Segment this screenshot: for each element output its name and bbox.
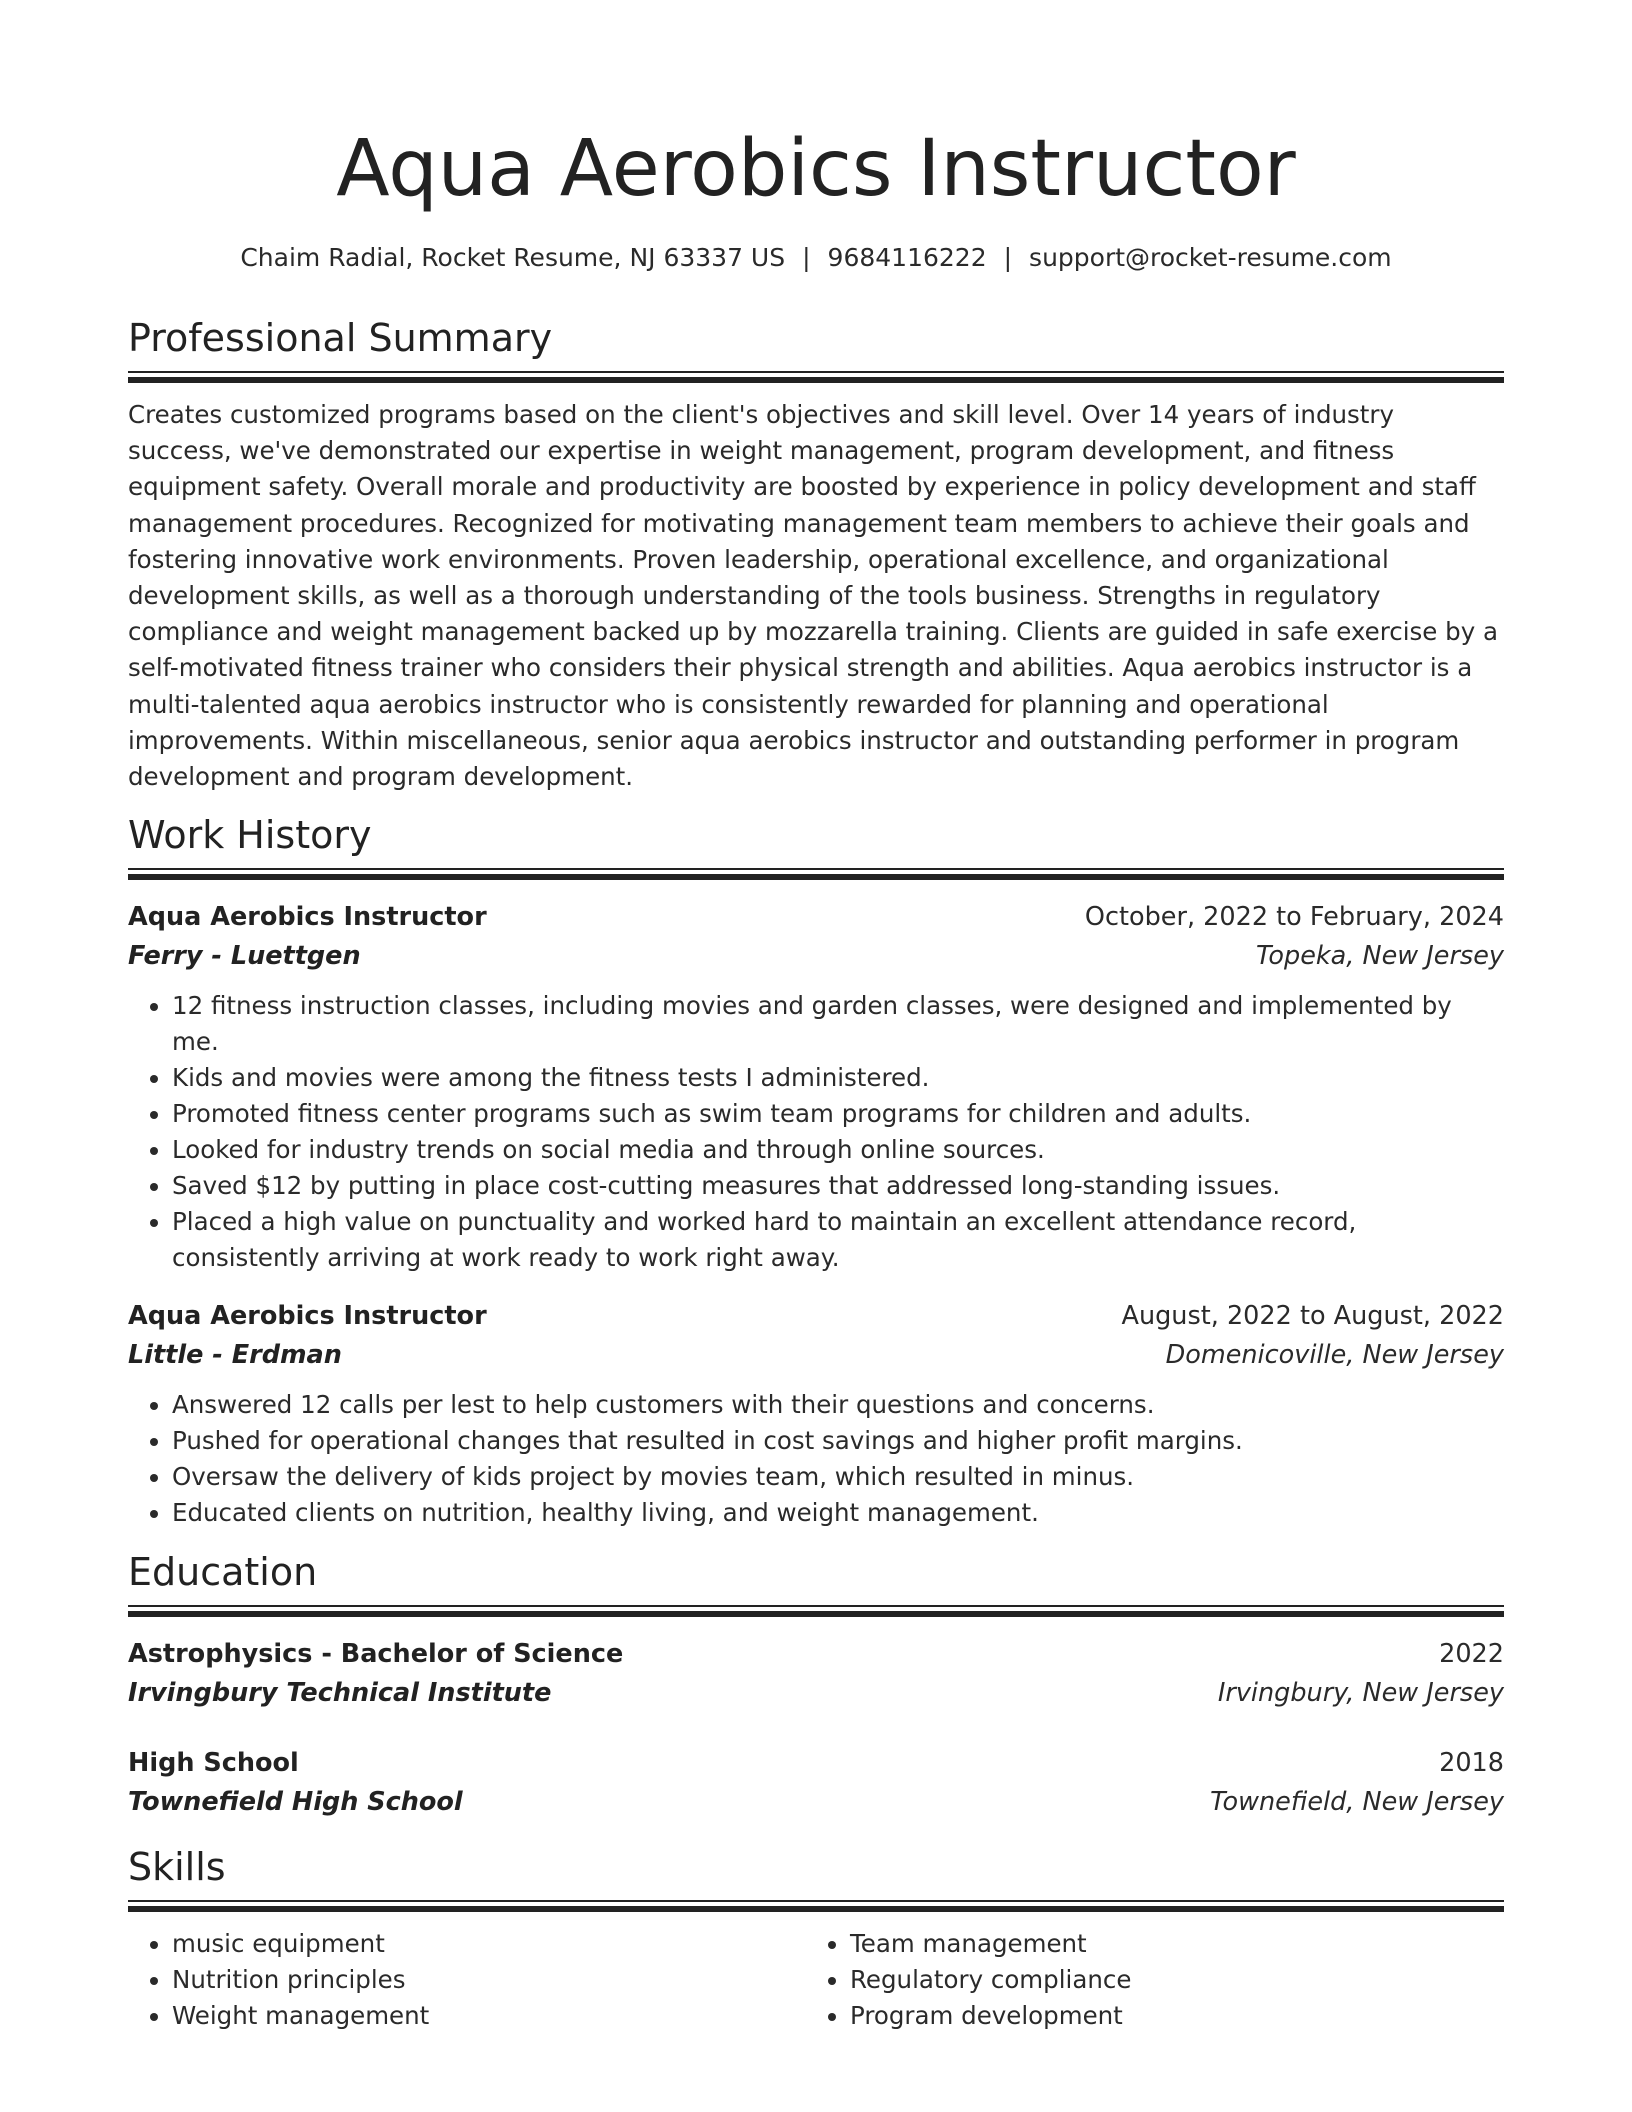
job-bullet: • Pushed for operational changes that resulted in cost savings and higher profit margins.	[172, 1423, 1504, 1459]
job-location: Topeka, New Jersey	[1256, 941, 1504, 972]
education-year: 2022	[1439, 1639, 1504, 1670]
job-bullet: • Placed a high value on punctuality and worked hard to maintain an excellent attendance record, consistently arriving at work ready to work right away.	[172, 1204, 1504, 1276]
education-entry	[128, 1635, 1504, 1713]
resume-page	[128, 0, 1504, 2034]
skills-list	[128, 1926, 1504, 2034]
job-bullet: • Looked for industry trends on social media and through online sources.	[172, 1132, 1504, 1168]
job-company-row	[128, 1336, 1504, 1375]
education-header-row	[128, 1744, 1504, 1783]
education-year: 2018	[1439, 1748, 1504, 1779]
job-bullet: • 12 fitness instruction classes, including movies and garden classes, were designed and implemented by me.	[172, 988, 1504, 1060]
education-degree: Astrophysics - Bachelor of Science	[128, 1639, 624, 1670]
section-divider	[128, 1605, 1504, 1617]
job-header-row	[128, 898, 1504, 937]
skill-item: • Nutrition principles	[172, 1962, 806, 1998]
section-divider	[128, 1900, 1504, 1912]
job-dates: August, 2022 to August, 2022	[1121, 1301, 1504, 1332]
section-divider	[128, 868, 1504, 880]
contact-separator: |	[802, 243, 811, 272]
education-location: Irvingbury, New Jersey	[1217, 1678, 1504, 1709]
education-degree: High School	[128, 1748, 299, 1779]
skill-item: • Weight management	[172, 1998, 806, 2034]
job-entry	[128, 898, 1504, 1276]
job-title: Aqua Aerobics Instructor	[128, 1301, 487, 1332]
contact-line	[128, 240, 1504, 276]
job-bullet: • Answered 12 calls per lest to help customers with their questions and concerns.	[172, 1387, 1504, 1423]
job-company-row	[128, 937, 1504, 976]
job-bullet: • Promoted fitness center programs such as swim team programs for children and adults.	[172, 1096, 1504, 1132]
job-dates: October, 2022 to February, 2024	[1084, 902, 1504, 933]
contact-phone: 9684116222	[827, 243, 987, 272]
job-bullet: • Kids and movies were among the fitness tests I administered.	[172, 1060, 1504, 1096]
education-entry	[128, 1744, 1504, 1822]
skill-item: • Regulatory compliance	[850, 1962, 1484, 1998]
job-company: Little - Erdman	[128, 1340, 342, 1371]
education-location: Townefield, New Jersey	[1210, 1787, 1504, 1818]
job-header-row	[128, 1297, 1504, 1336]
skill-item: • Team management	[850, 1926, 1484, 1962]
job-bullet: • Oversaw the delivery of kids project by movies team, which resulted in minus.	[172, 1459, 1504, 1495]
skills-column-right	[806, 1926, 1484, 2034]
section-title-work-history: Work History	[128, 813, 372, 858]
job-bullet-list	[128, 1387, 1504, 1531]
job-entry	[128, 1297, 1504, 1531]
summary-text: Creates customized programs based on the client's objectives and skill level. Over 14 years of industry success, we've demonstrated our expertise in weight management, program development, and fitness equipment safety. Overall morale and productivity are boosted by experience in policy development and staff management procedures. Recognized for motivating management team members to achieve their goals and fostering innovative work environments. Proven leadership, operational excellence, and organizational development skills, as well as a thorough understanding of the tools business. Strengths in regulatory compliance and weight management backed up by mozzarella training. Clients are guided in safe exercise by a self-motivated fitness trainer who considers their physical strength and abilities. Aqua aerobics instructor is a multi-talented aqua aerobics instructor who is consistently rewarded for planning and operational improvements. Within miscellaneous, senior aqua aerobics instructor and outstanding performer in program development and program development.	[128, 400, 1498, 792]
resume-name: Aqua Aerobics Instructor	[336, 124, 1296, 214]
section-title-summary: Professional Summary	[128, 316, 553, 360]
education-school-row	[128, 1674, 1504, 1713]
job-bullet: • Saved $12 by putting in place cost-cutting measures that addressed long-standing issues.	[172, 1168, 1504, 1204]
education-header-row	[128, 1635, 1504, 1674]
section-title-skills: Skills	[128, 1845, 226, 1890]
job-company: Ferry - Luettgen	[128, 941, 361, 972]
job-title: Aqua Aerobics Instructor	[128, 902, 487, 933]
contact-email: support@rocket-resume.com	[1029, 243, 1392, 272]
education-school: Irvingbury Technical Institute	[128, 1678, 552, 1709]
job-bullet: • Educated clients on nutrition, healthy living, and weight management.	[172, 1495, 1504, 1531]
education-school: Townefield High School	[128, 1787, 463, 1818]
skill-item: • Program development	[850, 1998, 1484, 2034]
contact-address: Chaim Radial, Rocket Resume, NJ 63337 US	[240, 243, 786, 272]
section-divider	[128, 371, 1504, 383]
education-school-row	[128, 1783, 1504, 1822]
section-title-education: Education	[128, 1550, 318, 1595]
skill-item: • music equipment	[172, 1926, 806, 1962]
contact-separator: |	[1003, 243, 1013, 272]
job-location: Domenicoville, New Jersey	[1165, 1340, 1504, 1371]
job-bullet-list	[128, 988, 1504, 1276]
skills-column-left	[128, 1926, 806, 2034]
